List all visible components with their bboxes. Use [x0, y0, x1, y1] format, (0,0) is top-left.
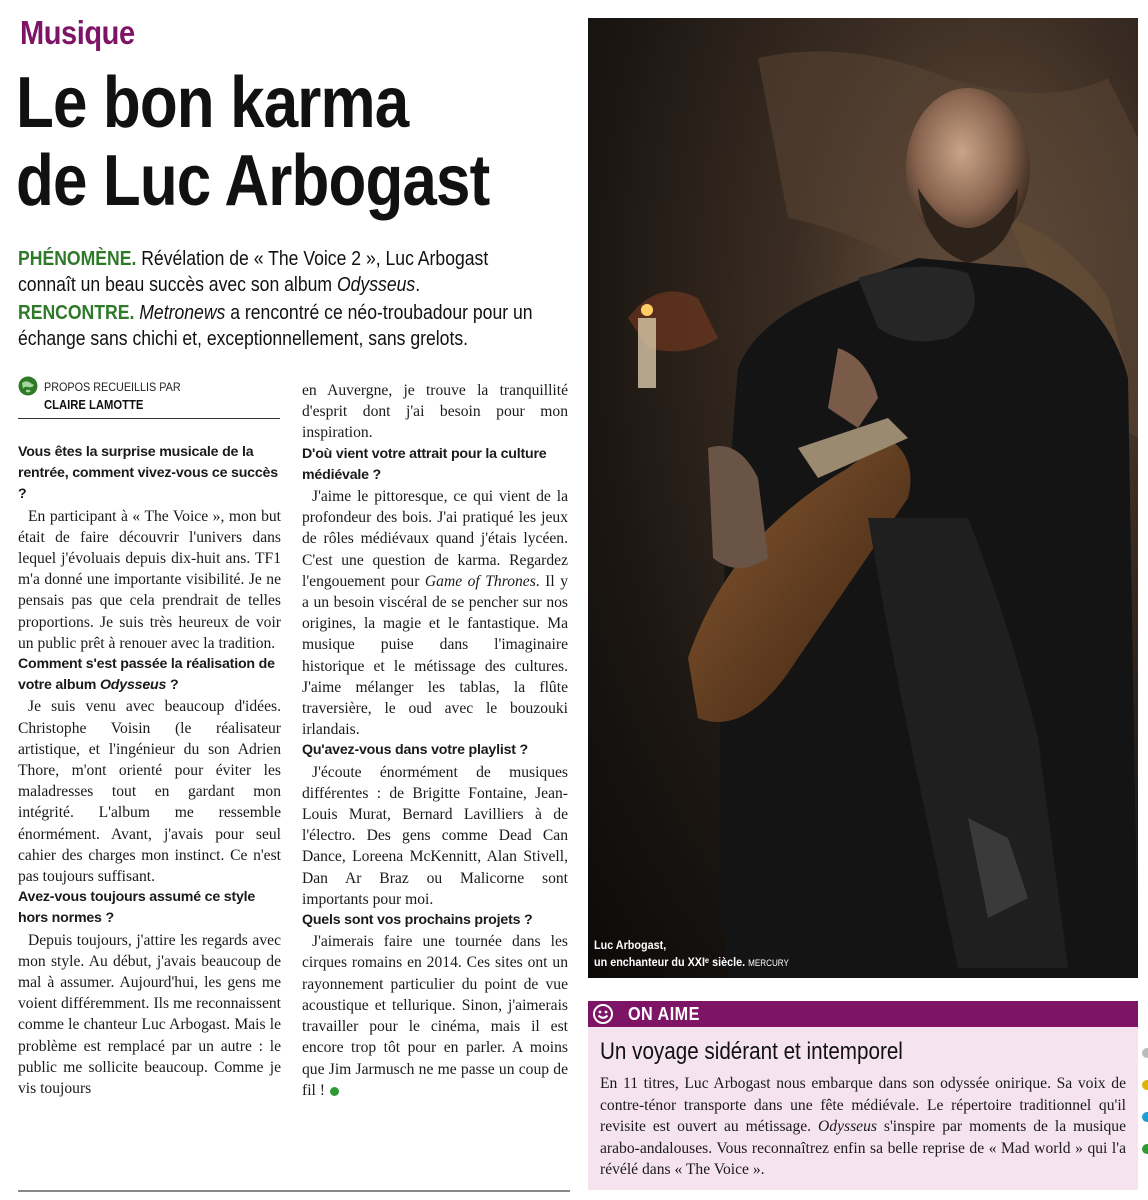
standfirst-text: Révélation de « The Voice 2 », Luc Arbogast connaît un beau succès avec son album [18, 248, 489, 296]
album-title: Odysseus [336, 274, 416, 296]
review-text-end: s'inspire par moments de la musique arabo-andalouses. Vous reconnaîtrez enfin sa belle reprise de « Mad world » qui l'a révélé dans « The Voice ». [600, 1118, 1126, 1178]
review-text-start: En 11 titres, Luc Arbogast nous embarque dans son odyssée onirique. Sa voix de contre-ténor transporte dans une fête médiévale. Le répertoire traditionnel qu'il revisite est ouvert au métissage. [600, 1075, 1126, 1135]
byline-label: PROPOS RECUEILLIS PAR [44, 380, 181, 394]
byline-author: CLAIRE LAMOTTE [44, 398, 144, 412]
standfirst-text: a rencontré ce néo-troubadour pour un échange sans chichi et, exceptionnellement, sans grelots. [18, 302, 533, 350]
answer-continued: en Auvergne, je trouve la tranquillité d'esprit dont j'ai besoin pour mon inspiration. [302, 382, 568, 442]
answer-text-end: . Il y a un besoin viscéral de se pencher sur nos origines, la magie et le fantastique. Ma musique puise dans l'imaginaire historique et le métissage des cultures. J'aime mélanger les tablas, la flûte traversière, le oud avec le bouzouki irlandais. [302, 572, 568, 739]
caption-line-2 [594, 954, 789, 972]
page-edge-markers [1142, 1048, 1148, 1168]
photo-caption [594, 937, 789, 972]
portrait-photo [588, 18, 1138, 978]
answer-text: J'aime le pittoresque, ce qui vient de la profondeur des bois. J'ai pratiqué les jeux de rôles médiévaux quand j'étais lycéen. C'est une question de karma. Regardez l'engouement pour [302, 488, 568, 590]
on-aime-label: ON AIME [628, 1004, 700, 1024]
standfirst-keyword: RENCONTRE. [18, 302, 135, 324]
answer: Depuis toujours, j'attire les regards avec mon style. Au début, j'avais beaucoup de mal à assumer. Aujourd'hui, les gens me voient différemment. Ils me reconnaissent comme le chanteur Luc Arbogast. Mais le problème est remplacé par un autre : le public me sollicite beaucoup. Comme je vis toujours [18, 931, 281, 1098]
album-title: Odysseus [818, 1118, 877, 1135]
series-title: Game of Thrones [424, 572, 536, 590]
question-text: Comment s'est passée la réalisation de votre album [18, 656, 275, 694]
review-title: Un voyage sidérant et intemporel [600, 1038, 903, 1065]
standfirst-1 [18, 246, 546, 298]
question: D'où vient votre attrait pour la culture médiévale ? [302, 445, 547, 483]
standfirst-keyword: PHÉNOMÈNE. [18, 248, 137, 270]
answer: En participant à « The Voice », mon but était de faire découvrir l'univers dans lequel j'évoluais depuis dix-huit ans. TF1 m'a donné une importante visibilité. Je ne pensais pas que cela prendrait de telles proportions. Je suis très heureux de voir un public prêt à renouer avec la tradition. [18, 507, 281, 652]
publication-name: Metronews [139, 302, 226, 324]
question: Qu'avez-vous dans votre playlist ? [302, 742, 529, 759]
question [18, 654, 281, 696]
standfirst-2 [18, 300, 555, 352]
headline-line-1: Le bon karma [16, 63, 409, 143]
answer: J'écoute énormément de musiques différentes : de Brigitte Fontaine, Jean-Louis Murat, Bernard Lavilliers à de l'électro. Des gens comme Dead Can Dance, Loreena McKennitt, Alan Stivell, Dan Ar Braz ou Malicorne sont importants pour moi. [302, 763, 568, 908]
standfirst-text-end: . [415, 274, 421, 296]
edge-marker [1142, 1112, 1148, 1122]
on-aime-box [588, 1001, 1138, 1190]
article-column-1 [18, 442, 281, 1099]
headline-line-2: de Luc Arbogast [16, 141, 490, 221]
photo-credit: MERCURY [748, 958, 789, 968]
edge-marker [1142, 1080, 1148, 1090]
bottom-divider [18, 1190, 570, 1192]
article-column-2 [302, 380, 568, 1101]
album-title: Odysseus [99, 677, 167, 694]
section-label: Musique [20, 14, 135, 51]
answer: Je suis venu avec beaucoup d'idées. Christophe Voisin (le réalisateur artistique, et l'ingénieur du son Adrien Thore, m'ont orienté pour éviter les maladresses tout en gardant mon intégrité. L'album me ressemble énormément. Avant, j'avais pour seul cahier des charges mon instinct. Ce n'est pas toujours suffisant. [18, 698, 281, 886]
caption-line-1: Luc Arbogast, [594, 938, 667, 952]
on-aime-header [588, 1001, 1138, 1027]
end-of-article-dot [330, 1087, 339, 1096]
answer-text: J'aimerais faire une tournée dans les cirques romains en 2014. Ces sites ont un rayonnement particulier du point de vue acoustique et tellurique. Sinon, j'aimerais travailler pour le cinéma, mais il est encore trop tôt pour en parler. A moins que Jim Jarmusch ne me passe un coup de fil ! [302, 933, 568, 1099]
caption-text: un enchanteur du XXIᵉ siècle. [594, 955, 746, 969]
question: Avez-vous toujours assumé ce style hors normes ? [18, 889, 256, 927]
smiley-icon [593, 1004, 613, 1024]
question: Quels sont vos prochains projets ? [302, 912, 533, 929]
headline [16, 64, 506, 220]
review-text [600, 1073, 1126, 1181]
globe-icon [18, 376, 38, 396]
answer [302, 931, 568, 1101]
question-end: ? [166, 677, 179, 694]
question: Vous êtes la surprise musicale de la rentrée, comment vivez-vous ce succès ? [18, 444, 278, 503]
byline [18, 374, 280, 419]
edge-marker [1142, 1144, 1148, 1154]
portrait-illustration [588, 18, 1138, 978]
answer [302, 486, 568, 740]
edge-marker [1142, 1048, 1148, 1058]
